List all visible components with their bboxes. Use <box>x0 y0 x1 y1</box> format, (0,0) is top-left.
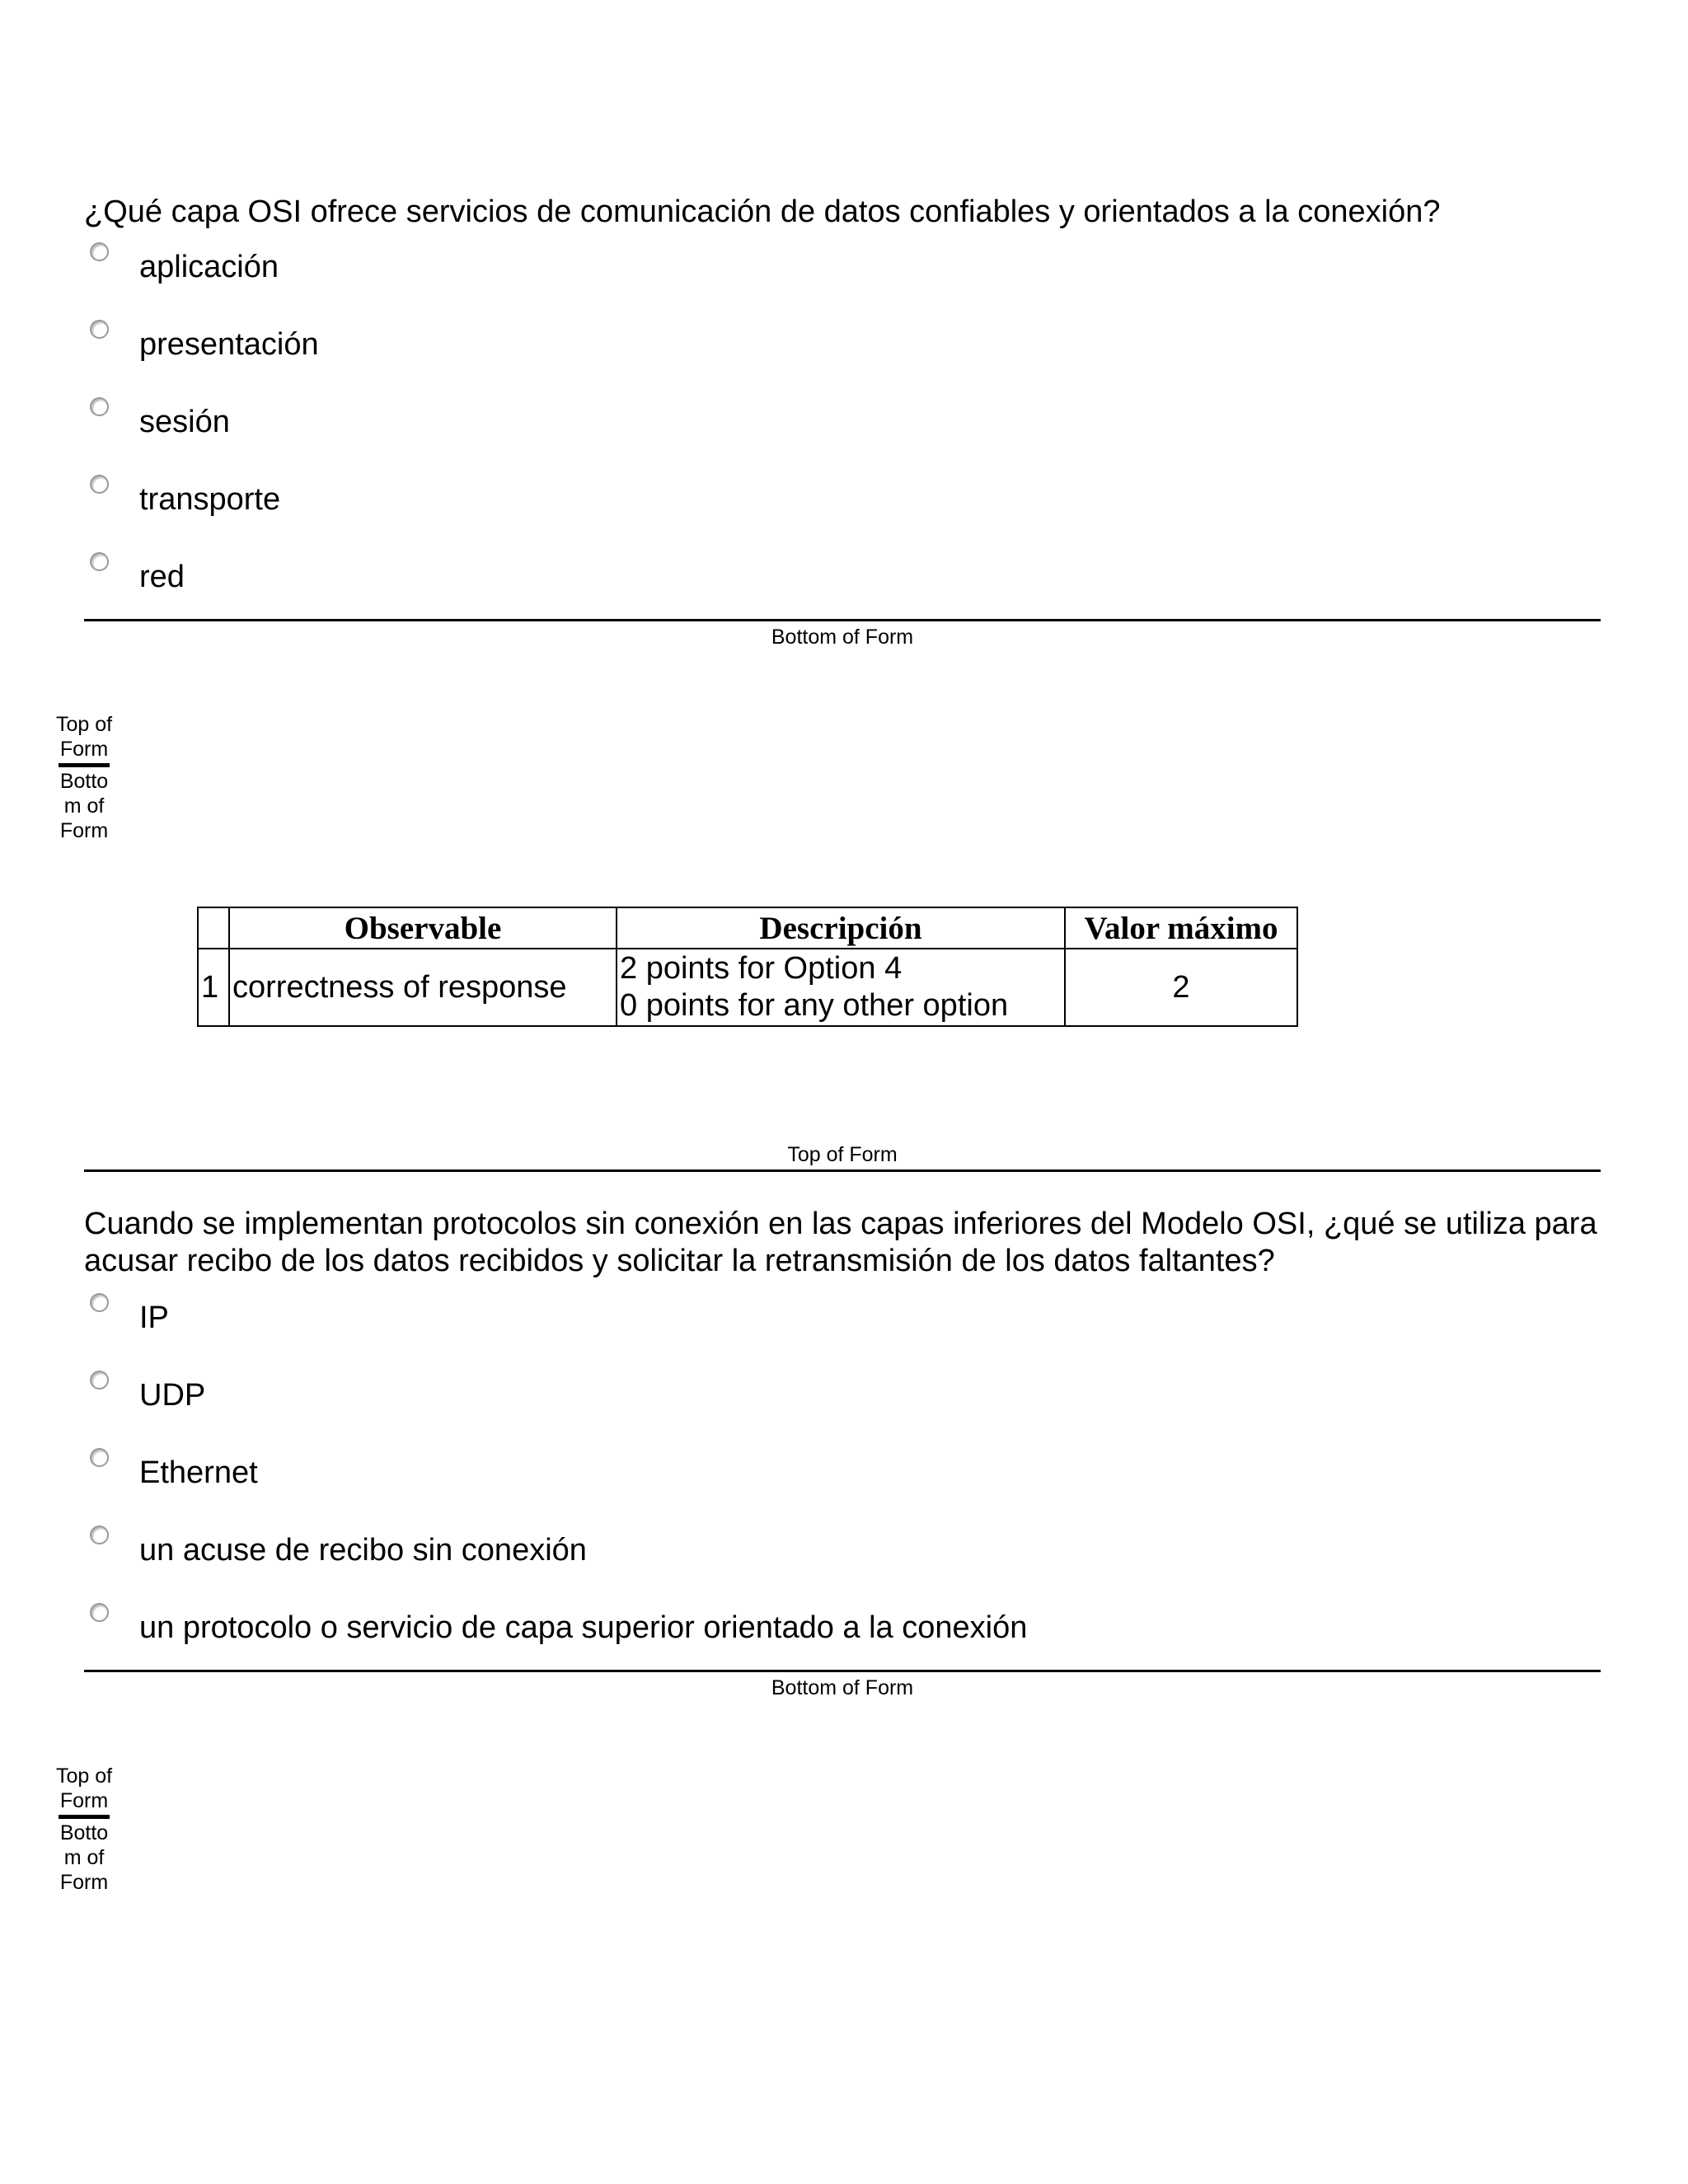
description-line: 0 points for any other option <box>620 988 1009 1023</box>
mini-form-divider <box>59 763 110 767</box>
option-label: aplicación <box>139 250 279 284</box>
radio-button[interactable] <box>90 1526 109 1544</box>
option-label: red <box>139 560 185 594</box>
bottom-of-form-label: Bottom of Form <box>771 626 914 649</box>
q1-option-transporte[interactable] <box>0 471 1599 546</box>
bottom-of-form-label: Botto m of Form <box>59 770 109 842</box>
form-divider <box>84 1670 1601 1672</box>
radio-button[interactable] <box>90 475 109 494</box>
radio-button[interactable] <box>90 320 109 339</box>
row-description <box>617 949 1065 1026</box>
header-valor-maximo: Valor máximo <box>1065 907 1297 949</box>
header-descripcion: Descripción <box>617 907 1065 949</box>
q2-option-ip[interactable] <box>0 1290 1599 1364</box>
option-label: un protocolo o servicio de capa superior orientado a la conexión <box>139 1610 1028 1645</box>
table-row <box>198 949 1297 1026</box>
row-number: 1 <box>198 949 229 1026</box>
header-number <box>198 907 229 949</box>
top-of-form-label: Top of Form <box>55 1765 113 1812</box>
question-1-text: ¿Qué capa OSI ofrece servicios de comunicación de datos confiables y orientados a la conexión? <box>84 194 1441 229</box>
question-2-text: Cuando se implementan protocolos sin conexión en las capas inferiores del Modelo OSI, ¿qué se utiliza para acusar recibo de los datos recibidos y solicitar la retransmisión de los datos faltantes? <box>84 1207 1597 1278</box>
q2-option-acuse-recibo[interactable] <box>0 1522 1599 1596</box>
q2-option-ethernet[interactable] <box>0 1445 1599 1519</box>
mini-form-marker <box>51 1764 117 1895</box>
mini-form-marker <box>51 712 117 843</box>
option-label: transporte <box>139 482 281 517</box>
table-header-row <box>198 907 1297 949</box>
row-observable: correctness of response <box>229 949 617 1026</box>
bottom-of-form-label: Botto m of Form <box>59 1821 109 1894</box>
q1-option-red[interactable] <box>0 549 1599 623</box>
rubric-table <box>197 907 1298 1027</box>
mini-form-divider <box>59 1815 110 1819</box>
radio-button[interactable] <box>90 397 109 416</box>
description-line: 2 points for Option 4 <box>620 951 903 986</box>
header-observable: Observable <box>229 907 617 949</box>
option-label: UDP <box>139 1378 206 1413</box>
option-label: sesión <box>139 405 230 439</box>
bottom-of-form-label: Bottom of Form <box>771 1676 914 1699</box>
radio-button[interactable] <box>90 1293 109 1312</box>
form-divider <box>84 1169 1601 1172</box>
q1-option-sesion[interactable] <box>0 394 1599 468</box>
q2-option-udp[interactable] <box>0 1367 1599 1441</box>
q1-option-aplicacion[interactable] <box>0 239 1599 313</box>
option-label: Ethernet <box>139 1455 258 1490</box>
option-label: presentación <box>139 327 319 362</box>
option-label: un acuse de recibo sin conexión <box>139 1533 587 1568</box>
top-of-form-label: Top of Form <box>55 713 113 761</box>
top-of-form-label: Top of Form <box>787 1143 898 1166</box>
option-label: IP <box>139 1301 169 1335</box>
row-max-value: 2 <box>1065 949 1297 1026</box>
radio-button[interactable] <box>90 242 109 261</box>
radio-button[interactable] <box>90 1603 109 1622</box>
q1-option-presentacion[interactable] <box>0 316 1599 391</box>
radio-button[interactable] <box>90 552 109 571</box>
radio-button[interactable] <box>90 1448 109 1467</box>
radio-button[interactable] <box>90 1371 109 1390</box>
q2-option-protocolo-superior[interactable] <box>0 1600 1599 1674</box>
form-divider <box>84 619 1601 621</box>
